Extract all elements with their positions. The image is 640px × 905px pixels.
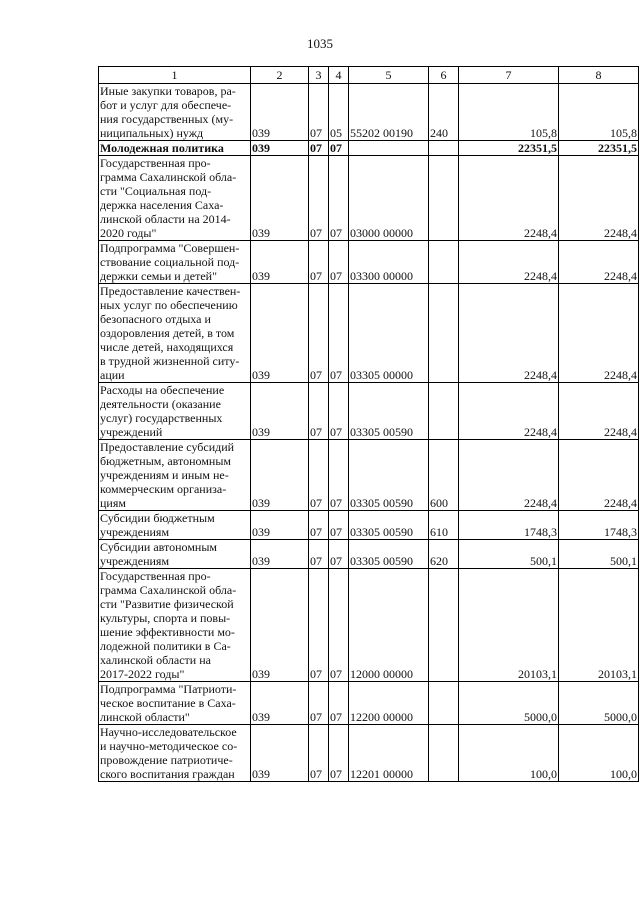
ministry-code-cell: 039 [251,511,309,540]
section-code-cell: 07 [309,284,329,383]
amount-cell: 500,1 [559,540,639,569]
section-code-cell: 07 [309,440,329,511]
section-code-cell: 07 [309,156,329,241]
ministry-code-cell: 039 [251,569,309,682]
target-article-cell [349,141,429,156]
column-header: 5 [349,67,429,84]
subsection-code-cell: 07 [329,156,349,241]
target-article-cell: 03305 00590 [349,511,429,540]
table-row [99,725,639,782]
amount-cell: 100,0 [459,725,559,782]
table-row [99,141,639,156]
amount-cell: 105,8 [459,84,559,141]
subsection-code-cell: 07 [329,440,349,511]
row-name-cell: Государственная про- грамма Сахалинской обла- сти "Развитие физической культуры, спорта и повы- шение эффективности мо- лодежной политики в Са- халинской области на 2017-2022 годы" [99,569,251,682]
row-name-cell: Молодежная политика [99,141,251,156]
target-article-cell: 03305 00000 [349,284,429,383]
table-row [99,241,639,284]
table-row [99,284,639,383]
subsection-code-cell: 07 [329,284,349,383]
table-row [99,156,639,241]
ministry-code-cell: 039 [251,284,309,383]
amount-cell: 2248,4 [459,156,559,241]
amount-cell: 22351,5 [459,141,559,156]
row-name-cell: Субсидии бюджетным учреждениям [99,511,251,540]
ministry-code-cell: 039 [251,156,309,241]
ministry-code-cell: 039 [251,540,309,569]
amount-cell: 20103,1 [559,569,639,682]
expense-type-cell [429,156,459,241]
amount-cell: 20103,1 [459,569,559,682]
table-row [99,569,639,682]
row-name-cell: Подпрограмма "Совершен- ствование социальной под- держки семьи и детей" [99,241,251,284]
section-code-cell: 07 [309,725,329,782]
ministry-code-cell: 039 [251,440,309,511]
amount-cell: 2248,4 [459,383,559,440]
ministry-code-cell: 039 [251,241,309,284]
target-article-cell: 03305 00590 [349,540,429,569]
subsection-code-cell: 05 [329,84,349,141]
table-row [99,511,639,540]
subsection-code-cell: 07 [329,511,349,540]
amount-cell: 2248,4 [559,241,639,284]
target-article-cell: 12201 00000 [349,725,429,782]
expense-type-cell [429,569,459,682]
row-name-cell: Субсидии автономным учреждениям [99,540,251,569]
section-code-cell: 07 [309,511,329,540]
column-header: 3 [309,67,329,84]
row-name-cell: Предоставление субсидий бюджетным, автономным учреждениям и иным не- коммерческим организа- циям [99,440,251,511]
subsection-code-cell: 07 [329,383,349,440]
row-name-cell: Научно-исследовательское и научно-методическое со- провождение патриотиче- ского воспитания граждан [99,725,251,782]
expense-type-cell [429,241,459,284]
table-row [99,84,639,141]
subsection-code-cell: 07 [329,540,349,569]
amount-cell: 5000,0 [459,682,559,725]
row-name-cell: Подпрограмма "Патриоти- ческое воспитание в Саха- линской области" [99,682,251,725]
row-name-cell: Предоставление качествен- ных услуг по обеспечению безопасного отдыха и оздоровления детей, в том числе детей, находящихся в трудной жизненной ситу- ации [99,284,251,383]
expense-type-cell [429,284,459,383]
amount-cell: 2248,4 [459,284,559,383]
expense-type-cell: 620 [429,540,459,569]
column-header: 7 [459,67,559,84]
target-article-cell: 03300 00000 [349,241,429,284]
subsection-code-cell: 07 [329,725,349,782]
target-article-cell: 03000 00000 [349,156,429,241]
section-code-cell: 07 [309,540,329,569]
column-header: 1 [99,67,251,84]
amount-cell: 2248,4 [559,383,639,440]
table-row [99,682,639,725]
section-code-cell: 07 [309,241,329,284]
row-name-cell: Государственная про- грамма Сахалинской обла- сти "Социальная под- держка населения Саха- линской области на 2014- 2020 годы" [99,156,251,241]
amount-cell: 1748,3 [559,511,639,540]
amount-cell: 5000,0 [559,682,639,725]
subsection-code-cell: 07 [329,682,349,725]
ministry-code-cell: 039 [251,383,309,440]
amount-cell: 500,1 [459,540,559,569]
column-header: 6 [429,67,459,84]
table-body [99,84,639,782]
ministry-code-cell: 039 [251,682,309,725]
amount-cell: 2248,4 [559,440,639,511]
section-code-cell: 07 [309,569,329,682]
amount-cell: 105,8 [559,84,639,141]
subsection-code-cell: 07 [329,241,349,284]
column-header: 4 [329,67,349,84]
ministry-code-cell: 039 [251,141,309,156]
amount-cell: 2248,4 [559,284,639,383]
column-header: 2 [251,67,309,84]
target-article-cell: 12000 00000 [349,569,429,682]
amount-cell: 2248,4 [459,241,559,284]
amount-cell: 100,0 [559,725,639,782]
expense-type-cell: 610 [429,511,459,540]
table-row [99,440,639,511]
section-code-cell: 07 [309,383,329,440]
table-header-row [99,67,639,84]
section-code-cell: 07 [309,84,329,141]
row-name-cell: Расходы на обеспечение деятельности (оказание услуг) государственных учреждений [99,383,251,440]
row-name-cell: Иные закупки товаров, ра- бот и услуг для обеспече- ния государственных (му- ниципальных) нужд [99,84,251,141]
amount-cell: 2248,4 [459,440,559,511]
expense-type-cell: 240 [429,84,459,141]
amount-cell: 2248,4 [559,156,639,241]
expense-type-cell: 600 [429,440,459,511]
ministry-code-cell: 039 [251,725,309,782]
expense-type-cell [429,725,459,782]
table-row [99,383,639,440]
expense-type-cell [429,141,459,156]
budget-table [98,66,639,782]
target-article-cell: 03305 00590 [349,440,429,511]
target-article-cell: 55202 00190 [349,84,429,141]
table-row [99,540,639,569]
subsection-code-cell: 07 [329,569,349,682]
expense-type-cell [429,383,459,440]
ministry-code-cell: 039 [251,84,309,141]
amount-cell: 1748,3 [459,511,559,540]
expense-type-cell [429,682,459,725]
page-number: 1035 [307,36,333,51]
section-code-cell: 07 [309,682,329,725]
column-header: 8 [559,67,639,84]
target-article-cell: 03305 00590 [349,383,429,440]
section-code-cell: 07 [309,141,329,156]
subsection-code-cell: 07 [329,141,349,156]
target-article-cell: 12200 00000 [349,682,429,725]
amount-cell: 22351,5 [559,141,639,156]
